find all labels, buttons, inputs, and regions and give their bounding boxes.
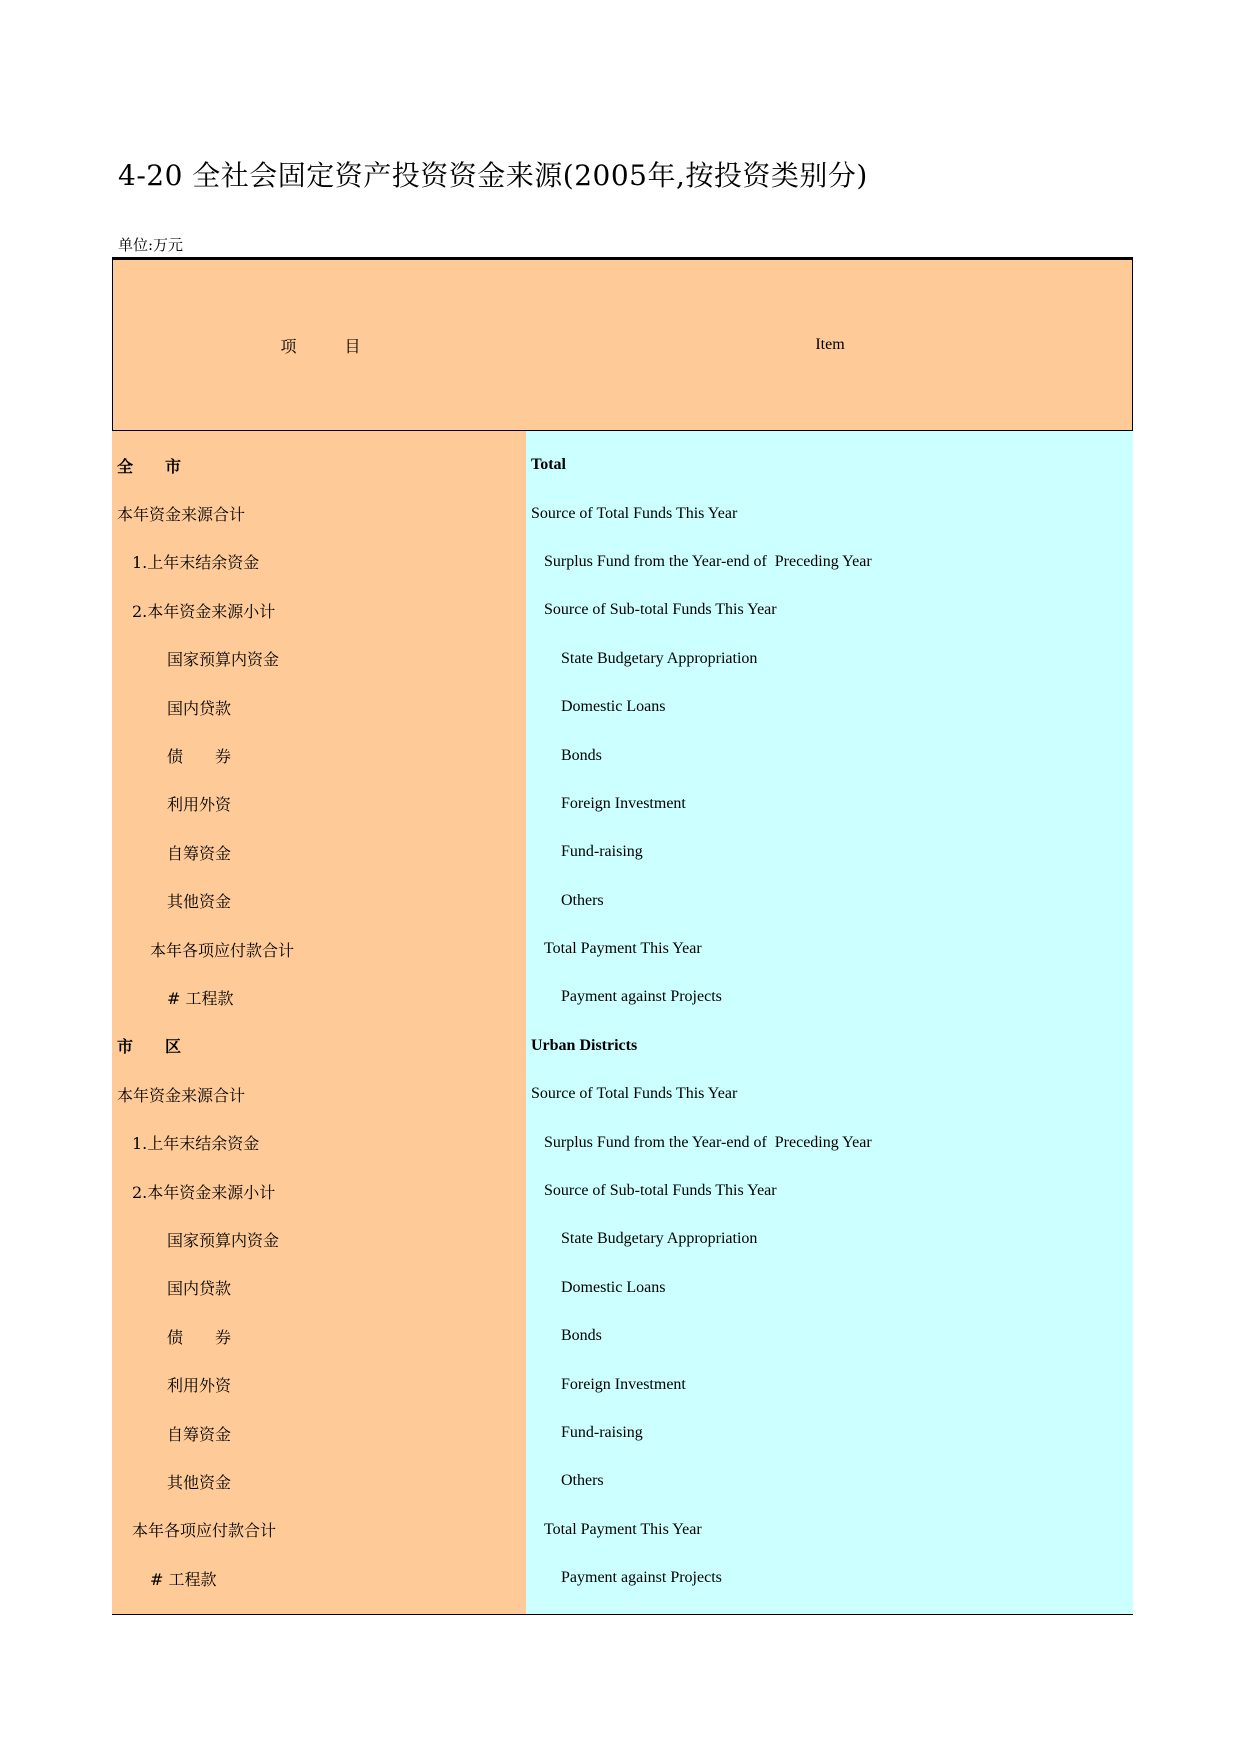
row-label-cn: 国家预算内资金 (167, 650, 280, 670)
row-label-en: Others (561, 1472, 604, 1490)
row-label-cn: 国内贷款 (167, 1279, 232, 1299)
table-header (112, 260, 1133, 431)
row-label-en: State Budgetary Appropriation (561, 1230, 758, 1248)
row-label-en: Urban Districts (531, 1036, 638, 1054)
row-label-en: Others (561, 891, 604, 909)
row-label-cn: 1.上年末结余资金 (132, 553, 260, 573)
row-label-en: Domestic Loans (561, 1278, 666, 1296)
header-item-en: Item (815, 336, 845, 353)
row-label-cn: 本年各项应付款合计 (132, 1521, 277, 1541)
row-label-cn: 国内贷款 (167, 698, 232, 718)
row-label-cn: 债 券 (167, 1327, 232, 1347)
row-label-en: Source of Sub-total Funds This Year (544, 601, 777, 619)
row-label-cn: 其他资金 (167, 892, 232, 912)
row-label-cn: # 工程款 (167, 988, 234, 1008)
row-label-en: Bonds (561, 746, 602, 764)
row-label-cn: 本年资金来源合计 (117, 1085, 246, 1105)
row-label-en: State Budgetary Appropriation (561, 649, 758, 667)
row-label-cn: 其他资金 (167, 1472, 232, 1492)
row-label-en: Foreign Investment (561, 794, 686, 812)
row-label-cn: 债 券 (167, 747, 232, 767)
row-label-en: Total Payment This Year (544, 1520, 702, 1538)
header-item-cn: 项 目 (280, 336, 361, 356)
row-label-cn: 自筹资金 (167, 1424, 232, 1444)
row-label-cn: 利用外资 (167, 1376, 232, 1396)
row-label-cn: 2.本年资金来源小计 (132, 601, 276, 621)
row-label-en: Fund-raising (561, 1424, 643, 1441)
row-label-cn: 本年资金来源合计 (117, 505, 246, 525)
data-table (112, 257, 1133, 1615)
row-label-en: Bonds (561, 1327, 602, 1345)
row-label-en: Total Payment This Year (544, 940, 702, 958)
row-label-cn: 利用外资 (167, 795, 232, 815)
row-label-cn: 本年各项应付款合计 (150, 940, 295, 960)
column-item-cn (112, 431, 526, 1614)
row-label-en: Surplus Fund from the Year-end of Preceding Year (544, 552, 872, 570)
row-label-en: Payment against Projects (561, 988, 722, 1006)
unit-label: 单位:万元 (118, 236, 184, 254)
row-label-en: Fund-raising (561, 843, 643, 861)
row-label-en: Total (531, 456, 566, 474)
row-label-en: Foreign Investment (561, 1375, 686, 1393)
row-label-en: Source of Total Funds This Year (531, 504, 738, 522)
row-label-en: Domestic Loans (561, 698, 666, 716)
page-title: 4-20 全社会固定资产投资资金来源(2005年,按投资类别分) (118, 159, 868, 192)
row-label-cn: # 工程款 (150, 1569, 217, 1589)
row-label-en: Source of Total Funds This Year (531, 1085, 738, 1103)
row-label-cn: 2.本年资金来源小计 (132, 1182, 276, 1202)
row-label-cn: 全 市 (117, 456, 182, 476)
column-item-en (526, 431, 1133, 1614)
row-label-cn: 国家预算内资金 (167, 1230, 280, 1250)
row-label-cn: 自筹资金 (167, 843, 232, 863)
row-label-en: Source of Sub-total Funds This Year (544, 1182, 777, 1200)
row-label-en: Surplus Fund from the Year-end of Preceding Year (544, 1133, 872, 1151)
row-label-cn: 市 区 (117, 1037, 182, 1057)
row-label-cn: 1.上年末结余资金 (132, 1134, 260, 1154)
table-body (112, 431, 1133, 1615)
row-label-en: Payment against Projects (561, 1569, 722, 1587)
